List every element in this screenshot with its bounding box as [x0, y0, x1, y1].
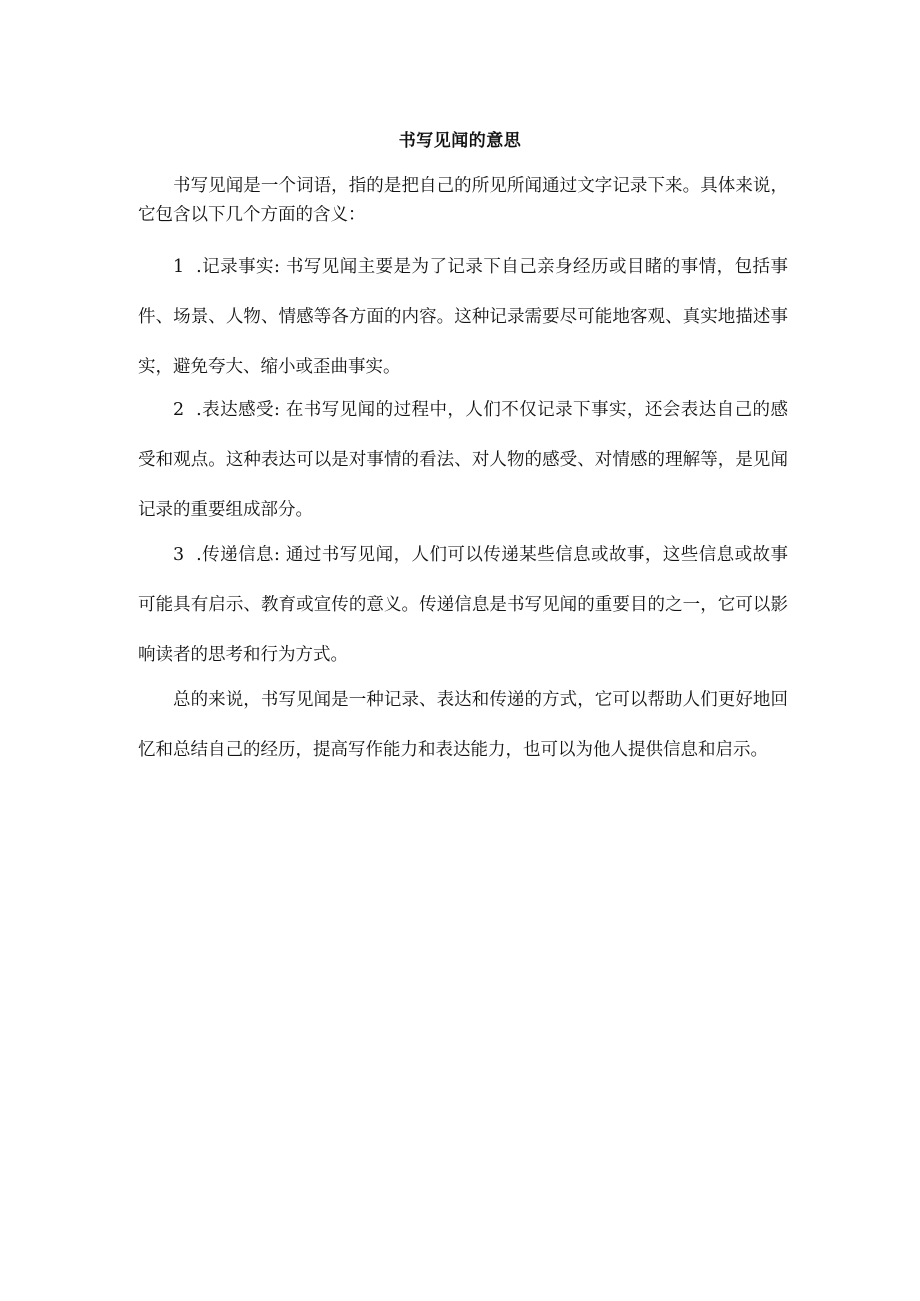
intro-paragraph: 书写见闻是一个词语，指的是把自己的所见所闻通过文字记录下来。具体来说，它包含以下几个方面的含义：	[138, 176, 788, 225]
item-label: .传递信息:	[196, 545, 280, 565]
conclusion-paragraph: 总的来说，书写见闻是一种记录、表达和传递的方式，它可以帮助人们更好地回忆和总结自己的经历，提高写作能力和表达能力，也可以为他人提供信息和启示。	[138, 690, 788, 760]
item-number: 2	[173, 400, 185, 420]
item-paragraph-3	[138, 530, 788, 680]
item-paragraph-2	[138, 385, 788, 535]
item-number: 3	[173, 545, 185, 565]
item-text: 通过书写见闻，人们可以传递某些信息或故事，这些信息或故事可能具有启示、教育或宣传的意义。传递信息是书写见闻的重要目的之一，它可以影响读者的思考和行为方式。	[138, 545, 788, 665]
item-label: .记录事实:	[196, 257, 280, 277]
item-paragraph-1	[138, 242, 788, 392]
item-label: .表达感受:	[196, 400, 280, 420]
item-text: 在书写见闻的过程中，人们不仅记录下事实，还会表达自己的感受和观点。这种表达可以是对事情的看法、对人物的感受、对情感的理解等，是见闻记录的重要组成部分。	[138, 400, 788, 520]
document-title: 书写见闻的意思	[398, 131, 522, 151]
item-number: 1	[173, 257, 185, 277]
item-text: 书写见闻主要是为了记录下自己亲身经历或目睹的事情，包括事件、场景、人物、情感等各方面的内容。这种记录需要尽可能地客观、真实地描述事实，避免夸大、缩小或歪曲事实。	[138, 257, 788, 377]
